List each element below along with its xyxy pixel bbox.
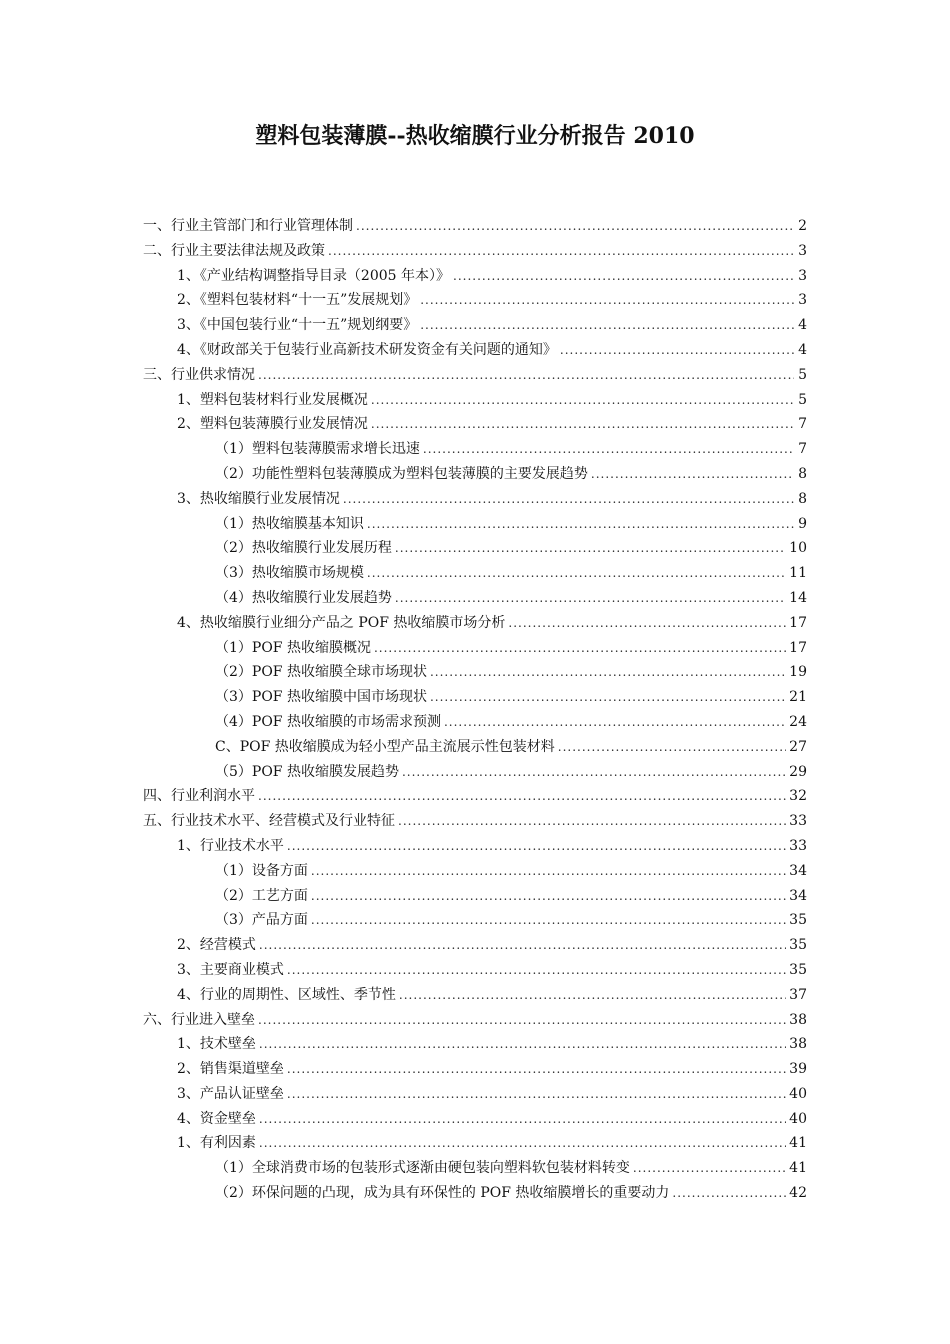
toc-entry-title: 4、行业的周期性、区域性、季节性 — [177, 986, 396, 1003]
toc-entry-title: C、POF 热收缩膜成为轻小型产品主流展示性包装材料 — [215, 738, 555, 755]
toc-page-number: 9 — [798, 515, 807, 532]
toc-entry[interactable] — [143, 412, 807, 437]
dot-leader — [343, 487, 794, 512]
toc-entry-title: 1、行业技术水平 — [177, 837, 284, 854]
dot-leader — [395, 586, 786, 611]
toc-page-number: 19 — [789, 664, 807, 681]
toc-entry[interactable] — [143, 1057, 807, 1082]
toc-page-number: 4 — [798, 317, 807, 334]
toc-entry[interactable] — [143, 859, 807, 884]
toc-entry-title: 4、资金壁垒 — [177, 1110, 256, 1127]
toc-page-number: 33 — [789, 837, 807, 854]
toc-entry-title: 3、热收缩膜行业发展情况 — [177, 490, 340, 507]
dot-leader — [444, 710, 786, 735]
toc-entry-title: 3、《中国包装行业“十一五”规划纲要》 — [177, 317, 418, 334]
toc-entry[interactable] — [143, 933, 807, 958]
toc-page-number: 38 — [789, 1011, 807, 1028]
toc-page-number: 21 — [789, 689, 807, 706]
toc-entry[interactable] — [143, 1107, 807, 1132]
dot-leader — [259, 1131, 786, 1156]
toc-entry-title: （2）POF 热收缩膜全球市场现状 — [215, 664, 427, 681]
toc-entry-title: （3）热收缩膜市场规模 — [215, 565, 364, 582]
toc-page-number: 3 — [798, 242, 807, 259]
toc-page-number: 17 — [789, 639, 807, 656]
document-title: 塑料包装薄膜--热收缩膜行业分析报告 2010 — [255, 123, 695, 149]
dot-leader — [374, 636, 786, 661]
toc-page-number: 35 — [789, 937, 807, 954]
toc-entry[interactable] — [143, 363, 807, 388]
dot-leader — [367, 512, 794, 537]
toc-entry-title: 2、经营模式 — [177, 937, 256, 954]
toc-page-number: 40 — [789, 1085, 807, 1102]
toc-entry[interactable] — [143, 809, 807, 834]
toc-entry-title: （3）产品方面 — [215, 912, 308, 929]
toc-entry-title: （4）热收缩膜行业发展趋势 — [215, 589, 392, 606]
toc-entry[interactable] — [143, 437, 807, 462]
toc-entry[interactable] — [143, 1181, 807, 1206]
dot-leader — [399, 983, 786, 1008]
dot-leader — [259, 1107, 786, 1132]
toc-page-number: 35 — [789, 961, 807, 978]
toc-entry[interactable] — [143, 313, 807, 338]
dot-leader — [311, 884, 786, 909]
toc-entry[interactable] — [143, 834, 807, 859]
dot-leader — [311, 908, 786, 933]
toc-entry[interactable] — [143, 983, 807, 1008]
toc-entry[interactable] — [143, 660, 807, 685]
toc-entry[interactable] — [143, 1032, 807, 1057]
toc-entry-title: 2、《塑料包装材料“十一五”发展规划》 — [177, 292, 418, 309]
table-of-contents — [143, 214, 807, 1206]
toc-entry[interactable] — [143, 586, 807, 611]
toc-entry[interactable] — [143, 1156, 807, 1181]
toc-page-number: 5 — [798, 366, 807, 383]
toc-page-number: 35 — [789, 912, 807, 929]
toc-entry[interactable] — [143, 735, 807, 760]
dot-leader — [371, 412, 794, 437]
dot-leader — [259, 933, 786, 958]
toc-entry[interactable] — [143, 288, 807, 313]
dot-leader — [672, 1181, 786, 1206]
dot-leader — [420, 313, 794, 338]
dot-leader — [420, 288, 794, 313]
toc-page-number: 41 — [789, 1160, 807, 1177]
dot-leader — [395, 536, 786, 561]
toc-entry-title: 二、行业主要法律法规及政策 — [143, 242, 325, 259]
dot-leader — [287, 834, 786, 859]
toc-entry[interactable] — [143, 884, 807, 909]
dot-leader — [258, 363, 794, 388]
toc-entry-title: 4、热收缩膜行业细分产品之 POF 热收缩膜市场分析 — [177, 614, 506, 631]
toc-entry-title: （2）热收缩膜行业发展历程 — [215, 540, 392, 557]
toc-page-number: 4 — [798, 341, 807, 358]
toc-page-number: 40 — [789, 1110, 807, 1127]
toc-entry-title: （1）POF 热收缩膜概况 — [215, 639, 371, 656]
toc-entry[interactable] — [143, 264, 807, 289]
toc-entry[interactable] — [143, 784, 807, 809]
toc-page-number: 41 — [789, 1135, 807, 1152]
dot-leader — [328, 239, 794, 264]
toc-entry-title: （2）工艺方面 — [215, 887, 308, 904]
dot-leader — [633, 1156, 786, 1181]
toc-entry-title: （1）塑料包装薄膜需求增长迅速 — [215, 441, 420, 458]
dot-leader — [367, 561, 786, 586]
toc-page-number: 5 — [798, 391, 807, 408]
toc-entry-title: （1）热收缩膜基本知识 — [215, 515, 364, 532]
toc-entry-title: 一、行业主管部门和行业管理体制 — [143, 218, 353, 234]
toc-entry[interactable] — [143, 908, 807, 933]
dot-leader — [453, 264, 794, 289]
toc-page-number: 38 — [789, 1036, 807, 1053]
toc-entry[interactable] — [143, 536, 807, 561]
toc-entry[interactable] — [143, 1131, 807, 1156]
toc-entry-title: 2、塑料包装薄膜行业发展情况 — [177, 416, 368, 433]
toc-entry[interactable] — [143, 710, 807, 735]
toc-page-number: 33 — [789, 813, 807, 830]
toc-entry-title: 1、技术壁垒 — [177, 1036, 256, 1053]
toc-entry[interactable] — [143, 611, 807, 636]
toc-entry-title: （3）POF 热收缩膜中国市场现状 — [215, 689, 427, 706]
dot-leader — [356, 214, 794, 239]
toc-entry-title: （4）POF 热收缩膜的市场需求预测 — [215, 713, 441, 730]
dot-leader — [311, 859, 786, 884]
dot-leader — [398, 809, 786, 834]
dot-leader — [259, 1032, 786, 1057]
dot-leader — [371, 388, 794, 413]
toc-entry-title: 2、销售渠道壁垒 — [177, 1061, 284, 1078]
toc-entry[interactable] — [143, 338, 807, 363]
dot-leader — [287, 1057, 786, 1082]
toc-page-number: 3 — [798, 267, 807, 284]
toc-entry[interactable] — [143, 512, 807, 537]
dot-leader — [287, 1082, 786, 1107]
toc-page-number: 7 — [798, 441, 807, 458]
toc-entry-title: 六、行业进入壁垒 — [143, 1011, 255, 1028]
toc-entry-title: 五、行业技术水平、经营模式及行业特征 — [143, 813, 395, 830]
toc-entry[interactable] — [143, 462, 807, 487]
toc-entry-title: 1、《产业结构调整指导目录（2005 年本）》 — [177, 267, 450, 284]
toc-page-number: 27 — [789, 738, 807, 755]
toc-entry[interactable] — [143, 1008, 807, 1033]
toc-entry-title: 1、塑料包装材料行业发展概况 — [177, 391, 368, 408]
toc-page-number: 24 — [789, 713, 807, 730]
toc-entry[interactable] — [143, 487, 807, 512]
toc-entry-title: 3、主要商业模式 — [177, 961, 284, 978]
toc-page-number: 14 — [789, 589, 807, 606]
dot-leader — [258, 784, 786, 809]
toc-page-number: 34 — [789, 887, 807, 904]
toc-page-number: 42 — [789, 1185, 807, 1202]
toc-page-number: 8 — [798, 490, 807, 507]
toc-entry-title: （5）POF 热收缩膜发展趋势 — [215, 763, 399, 780]
toc-page-number: 7 — [798, 416, 807, 433]
toc-page-number: 11 — [789, 565, 807, 582]
dot-leader — [430, 685, 786, 710]
dot-leader — [430, 660, 786, 685]
toc-page-number: 39 — [789, 1061, 807, 1078]
toc-entry-title: 三、行业供求情况 — [143, 366, 255, 383]
toc-entry[interactable] — [143, 636, 807, 661]
toc-entry[interactable] — [143, 239, 807, 264]
toc-entry-title: 4、《财政部关于包装行业高新技术研发资金有关问题的通知》 — [177, 341, 557, 358]
dot-leader — [591, 462, 794, 487]
toc-page-number: 17 — [789, 614, 807, 631]
toc-page-number: 2 — [798, 218, 807, 234]
toc-entry-title: 3、产品认证壁垒 — [177, 1085, 284, 1102]
toc-page-number: 34 — [789, 862, 807, 879]
toc-entry[interactable] — [143, 685, 807, 710]
toc-page-number: 10 — [789, 540, 807, 557]
toc-entry-title: （2）功能性塑料包装薄膜成为塑料包装薄膜的主要发展趋势 — [215, 465, 588, 482]
toc-entry[interactable] — [143, 760, 807, 785]
toc-page-number: 37 — [789, 986, 807, 1003]
toc-page-number: 3 — [798, 292, 807, 309]
toc-entry[interactable] — [143, 561, 807, 586]
toc-entry-title: （1）全球消费市场的包装形式逐渐由硬包装向塑料软包装材料转变 — [215, 1160, 630, 1177]
toc-page-number: 8 — [798, 465, 807, 482]
dot-leader — [508, 611, 786, 636]
toc-entry[interactable] — [143, 214, 807, 239]
toc-entry-title: （1）设备方面 — [215, 862, 308, 879]
toc-page-number: 29 — [789, 763, 807, 780]
toc-entry[interactable] — [143, 388, 807, 413]
toc-entry[interactable] — [143, 958, 807, 983]
dot-leader — [287, 958, 786, 983]
toc-page-number: 32 — [789, 788, 807, 805]
dot-leader — [258, 1008, 786, 1033]
toc-entry-title: （2）环保问题的凸现，成为具有环保性的 POF 热收缩膜增长的重要动力 — [215, 1185, 670, 1202]
dot-leader — [560, 338, 794, 363]
dot-leader — [558, 735, 786, 760]
toc-entry[interactable] — [143, 1082, 807, 1107]
toc-entry-title: 1、有利因素 — [177, 1135, 256, 1152]
dot-leader — [402, 760, 786, 785]
dot-leader — [423, 437, 794, 462]
toc-entry-title: 四、行业利润水平 — [143, 788, 255, 805]
